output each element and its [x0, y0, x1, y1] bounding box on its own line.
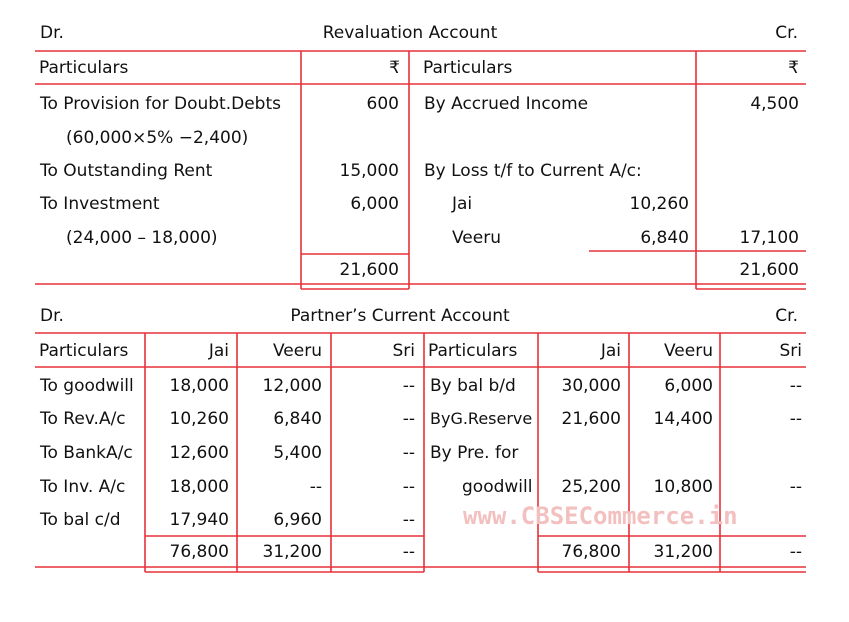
credit-row-jai: 21,600 [561, 409, 621, 429]
debit-row-veeru: 6,840 [273, 409, 322, 429]
current-header-particulars-left: Particulars [39, 341, 129, 361]
current-cr-label: Cr. [775, 306, 798, 326]
revaluation-header-particulars-right: Particulars [423, 58, 513, 78]
debit-row-jai: 18,000 [169, 376, 229, 396]
current-header-jai-right: Jai [600, 341, 621, 361]
credit-row-label: By Pre. for [430, 443, 519, 463]
debit-row-sri: -- [402, 510, 415, 530]
current-header-veeru-left: Veeru [273, 341, 322, 361]
revaluation-debit-total: 21,600 [339, 260, 399, 280]
provision-note: (60,000×5% −2,400) [66, 128, 249, 148]
credit-total-sri: -- [789, 542, 802, 562]
loss-jai-amount: 10,260 [629, 194, 689, 214]
provision-amount: 600 [366, 94, 399, 114]
loss-veeru-label: Veeru [452, 228, 501, 248]
provision-label: To Provision for Doubt.Debts [40, 94, 281, 114]
debit-row-sri: -- [402, 443, 415, 463]
loss-jai-label: Jai [452, 194, 473, 214]
debit-total-jai: 76,800 [169, 542, 229, 562]
revaluation-dr-label: Dr. [40, 23, 64, 43]
revaluation-title: Revaluation Account [322, 23, 498, 43]
current-header-jai-left: Jai [208, 341, 229, 361]
investment-amount: 6,000 [350, 194, 399, 214]
current-dr-label: Dr. [40, 306, 64, 326]
credit-row-label: goodwill [462, 477, 533, 497]
loss-veeru-amount: 6,840 [640, 228, 689, 248]
debit-row-veeru: 6,960 [273, 510, 322, 530]
debit-row-label: To bal c/d [40, 510, 121, 530]
loss-total-amount: 17,100 [739, 228, 799, 248]
credit-total-jai: 76,800 [561, 542, 621, 562]
loss-transfer-label: By Loss t/f to Current A/c: [424, 161, 642, 181]
credit-row-label: ByG.Reserve [430, 409, 533, 428]
debit-row-jai: 17,940 [169, 510, 229, 530]
debit-row-jai: 18,000 [169, 477, 229, 497]
current-title: Partner’s Current Account [290, 306, 510, 326]
credit-row-sri: -- [789, 409, 802, 429]
revaluation-header-particulars-left: Particulars [39, 58, 129, 78]
debit-row-sri: -- [402, 376, 415, 396]
accrued-income-amount: 4,500 [750, 94, 799, 114]
debit-row-sri: -- [402, 477, 415, 497]
credit-row-jai: 25,200 [561, 477, 621, 497]
debit-row-jai: 10,260 [169, 409, 229, 429]
credit-row-veeru: 6,000 [664, 376, 713, 396]
debit-total-sri: -- [402, 542, 415, 562]
rent-amount: 15,000 [339, 161, 399, 181]
credit-row-sri: -- [789, 376, 802, 396]
debit-row-label: To Inv. A/c [40, 477, 126, 497]
credit-total-veeru: 31,200 [653, 542, 713, 562]
debit-row-label: To goodwill [40, 376, 134, 396]
revaluation-cr-label: Cr. [775, 23, 798, 43]
debit-total-veeru: 31,200 [262, 542, 322, 562]
debit-row-jai: 12,600 [169, 443, 229, 463]
debit-row-veeru: -- [309, 477, 322, 497]
credit-row-label: By bal b/d [430, 376, 516, 396]
investment-note: (24,000 – 18,000) [66, 228, 218, 248]
debit-row-veeru: 12,000 [262, 376, 322, 396]
debit-row-veeru: 5,400 [273, 443, 322, 463]
debit-row-sri: -- [402, 409, 415, 429]
current-header-sri-right: Sri [779, 341, 802, 361]
current-header-sri-left: Sri [392, 341, 415, 361]
credit-row-jai: 30,000 [561, 376, 621, 396]
revaluation-credit-total: 21,600 [739, 260, 799, 280]
credit-row-veeru: 14,400 [653, 409, 713, 429]
credit-row-veeru: 10,800 [653, 477, 713, 497]
revaluation-header-rupee-right: ₹ [788, 58, 799, 78]
rent-label: To Outstanding Rent [40, 161, 213, 181]
accrued-income-label: By Accrued Income [424, 94, 589, 114]
revaluation-header-rupee-left: ₹ [389, 58, 400, 78]
debit-row-label: To BankA/c [40, 443, 133, 463]
current-header-veeru-right: Veeru [664, 341, 713, 361]
current-header-particulars-right: Particulars [428, 341, 518, 361]
debit-row-label: To Rev.A/c [40, 409, 126, 429]
credit-row-sri: -- [789, 477, 802, 497]
investment-label: To Investment [40, 194, 160, 214]
watermark: www.CBSECommerce.in [463, 502, 738, 530]
